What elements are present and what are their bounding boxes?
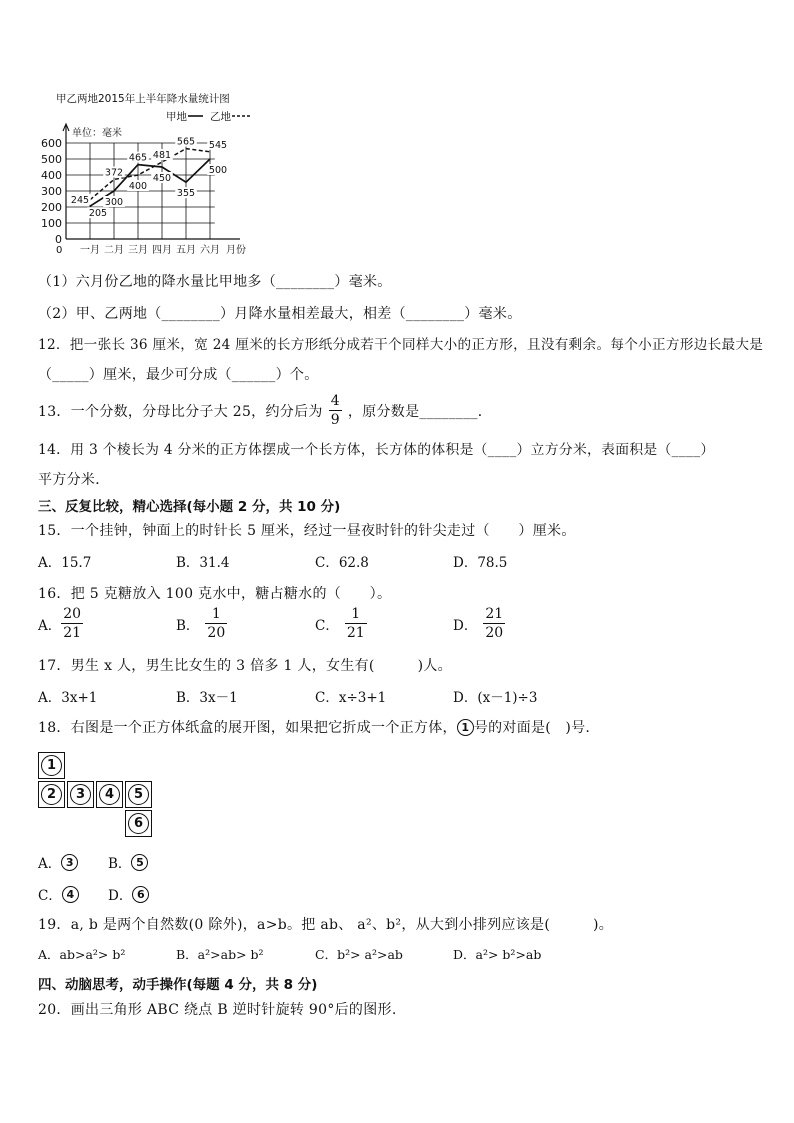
q17-option-a: A．3x+1 xyxy=(38,690,98,706)
q18-option-b-mark: 5 xyxy=(131,854,148,871)
q18-stem-tail: 号的对面是( )号. xyxy=(473,720,591,736)
q12-line2: （_____）厘米，最少可分成（______）个。 xyxy=(38,367,319,383)
q17-option-d: D．(x－1)÷3 xyxy=(453,690,538,706)
q18-option-a xyxy=(38,852,78,872)
x-tick-label: 四月 xyxy=(152,245,172,256)
q16-option-a xyxy=(38,607,83,640)
y-tick-label: 400 xyxy=(41,169,62,182)
y-tick-label: 0 xyxy=(55,233,62,246)
q18-stem-circled-number: 1 xyxy=(457,719,474,736)
q18-stem xyxy=(38,717,590,737)
y-tick-label: 100 xyxy=(41,217,62,230)
net-cell-1 xyxy=(38,752,65,779)
data-label: 465 xyxy=(128,152,148,164)
data-label: 565 xyxy=(176,136,196,148)
q16-option-b-fraction: $\frac{1}{20}$ xyxy=(207,606,226,641)
q16-option-d xyxy=(453,607,505,640)
data-label: 355 xyxy=(176,188,196,200)
x-tick-label: 三月 xyxy=(128,245,148,256)
y-tick-label: 600 xyxy=(41,137,62,150)
x-origin-label: 0 xyxy=(56,245,63,256)
q13-tail: ，原分数是________． xyxy=(347,403,493,420)
q17-stem: 17．男生 x 人，男生比女生的 3 倍多 1 人，女生有( )人。 xyxy=(38,658,452,674)
q17-option-c: C．x÷3+1 xyxy=(315,690,387,706)
chart-y-tick-labels xyxy=(41,137,62,246)
net-cell-3 xyxy=(67,781,94,808)
data-label: 372 xyxy=(104,167,124,179)
q14-line2: 平方分米． xyxy=(38,472,110,488)
q16-option-c xyxy=(315,607,367,640)
rainfall-chart xyxy=(28,86,268,258)
q12-line1: 12．把一张长 36 厘米，宽 24 厘米的长方形纸分成若干个同样大小的正方形，且没有剩余。每个小正方形边长最大是 xyxy=(38,337,764,353)
q15-option-b: B．31.4 xyxy=(176,555,230,571)
net-cell-5 xyxy=(125,781,152,808)
q16-option-d-label: D． xyxy=(453,617,478,634)
q13-fraction-denominator: 9 xyxy=(330,412,340,428)
q13 xyxy=(38,394,492,427)
net-number-6: 6 xyxy=(128,813,149,834)
legend-yi-label: 乙地 xyxy=(210,111,231,123)
data-label: 450 xyxy=(152,173,172,184)
net-cell-4 xyxy=(96,781,123,808)
data-label: 300 xyxy=(104,197,124,208)
x-tick-label: 一月 xyxy=(80,245,100,256)
q13-fraction xyxy=(329,394,342,427)
data-label: 545 xyxy=(208,139,228,151)
q13-stem: 13．一个分数，分母比分子大 25，约分后为 xyxy=(38,403,323,420)
q18-option-d-label: D． xyxy=(108,888,133,904)
q16-option-a-label: A． xyxy=(38,617,62,634)
q14-line1: 14．用 3 个棱长为 4 分米的正方体摆成一个长方体，长方体的体积是（____）立方分米，表面积是（____） xyxy=(38,442,715,458)
q16-option-c-label: C． xyxy=(315,617,339,634)
q16-option-a-fraction: $\frac{20}{21}$ xyxy=(63,606,82,641)
q18-option-b xyxy=(108,852,148,872)
q18-option-c xyxy=(38,884,79,904)
y-tick-label: 500 xyxy=(41,153,62,166)
q18-option-c-label: C． xyxy=(38,888,62,904)
legend-jia-label: 甲地 xyxy=(166,111,187,123)
q18-option-b-label: B． xyxy=(108,856,132,872)
net-number-5: 5 xyxy=(128,784,149,805)
q19-option-b: B．a²>ab> b² xyxy=(176,947,264,962)
x-axis-unit-label: 月份 xyxy=(226,245,246,256)
net-number-2: 2 xyxy=(41,784,62,805)
q11-part1: （1）六月份乙地的降水量比甲地多（________）毫米。 xyxy=(38,274,392,290)
q19-option-d: D．a²> b²>ab xyxy=(453,947,542,962)
net-number-4: 4 xyxy=(99,784,120,805)
data-label: 245 xyxy=(70,194,90,206)
q18-option-c-mark: 4 xyxy=(62,886,79,903)
q15-option-c: C．62.8 xyxy=(315,555,369,571)
q18-option-a-mark: 3 xyxy=(61,854,78,871)
q18-option-a-label: A． xyxy=(38,856,62,872)
q16-option-b xyxy=(176,607,227,640)
data-label: 205 xyxy=(88,208,108,220)
data-label: 481 xyxy=(152,150,172,162)
net-number-1: 1 xyxy=(41,755,62,776)
x-tick-label: 六月 xyxy=(200,245,220,256)
q18-option-d-mark: 6 xyxy=(132,886,149,903)
data-label: 500 xyxy=(208,165,228,176)
q13-fraction-numerator: 4 xyxy=(330,393,340,409)
data-label: 400 xyxy=(128,181,148,192)
q15-option-d: D．78.5 xyxy=(453,555,508,571)
q19-option-c: C．b²> a²>ab xyxy=(315,947,403,962)
q17-option-b: B．3x－1 xyxy=(176,690,238,706)
x-tick-label: 二月 xyxy=(104,245,124,256)
q19-option-a: A．ab>a²> b² xyxy=(38,947,126,962)
y-tick-label: 200 xyxy=(41,201,62,214)
q18-stem-text: 18．右图是一个正方体纸盒的展开图，如果把它折成一个正方体， xyxy=(38,720,457,736)
q15-option-a: A．15.7 xyxy=(38,555,92,571)
chart-unit-label: 单位：毫米 xyxy=(72,128,122,139)
x-tick-label: 五月 xyxy=(176,245,196,256)
section-4-heading: 四、动脑思考，动手操作(每题 4 分，共 8 分) xyxy=(38,977,318,993)
q11-part2: （2）甲、乙两地（________）月降水量相差最大，相差（________）毫米。 xyxy=(38,306,522,322)
q16-option-b-label: B． xyxy=(176,617,200,634)
q19-stem: 19．a, b 是两个自然数(0 除外)，a>b。把 ab、 a²、b²，从大到小排列应该是( )。 xyxy=(38,917,614,933)
q16-option-d-fraction: $\frac{21}{20}$ xyxy=(485,606,504,641)
cube-net xyxy=(38,752,154,838)
q15-stem: 15．一个挂钟，钟面上的时针长 5 厘米，经过一昼夜时针的针尖走过（ ）厘米。 xyxy=(38,523,576,539)
net-cell-6 xyxy=(125,810,152,837)
chart-title: 甲乙两地2015年上半年降水量统计图 xyxy=(56,93,230,105)
q18-option-d xyxy=(108,884,149,904)
chart-x-tick-labels xyxy=(56,244,246,256)
net-cell-2 xyxy=(38,781,65,808)
net-number-3: 3 xyxy=(70,784,91,805)
y-tick-label: 300 xyxy=(41,185,62,198)
q16-stem: 16．把 5 克糖放入 100 克水中，糖占糖水的（ ）。 xyxy=(38,586,392,602)
section-3-heading: 三、反复比较，精心选择(每小题 2 分，共 10 分) xyxy=(38,499,341,515)
q16-option-c-fraction: $\frac{1}{21}$ xyxy=(346,606,365,641)
q20-stem: 20．画出三角形 ABC 绕点 B 逆时针旋转 90°后的图形. xyxy=(38,1002,397,1018)
